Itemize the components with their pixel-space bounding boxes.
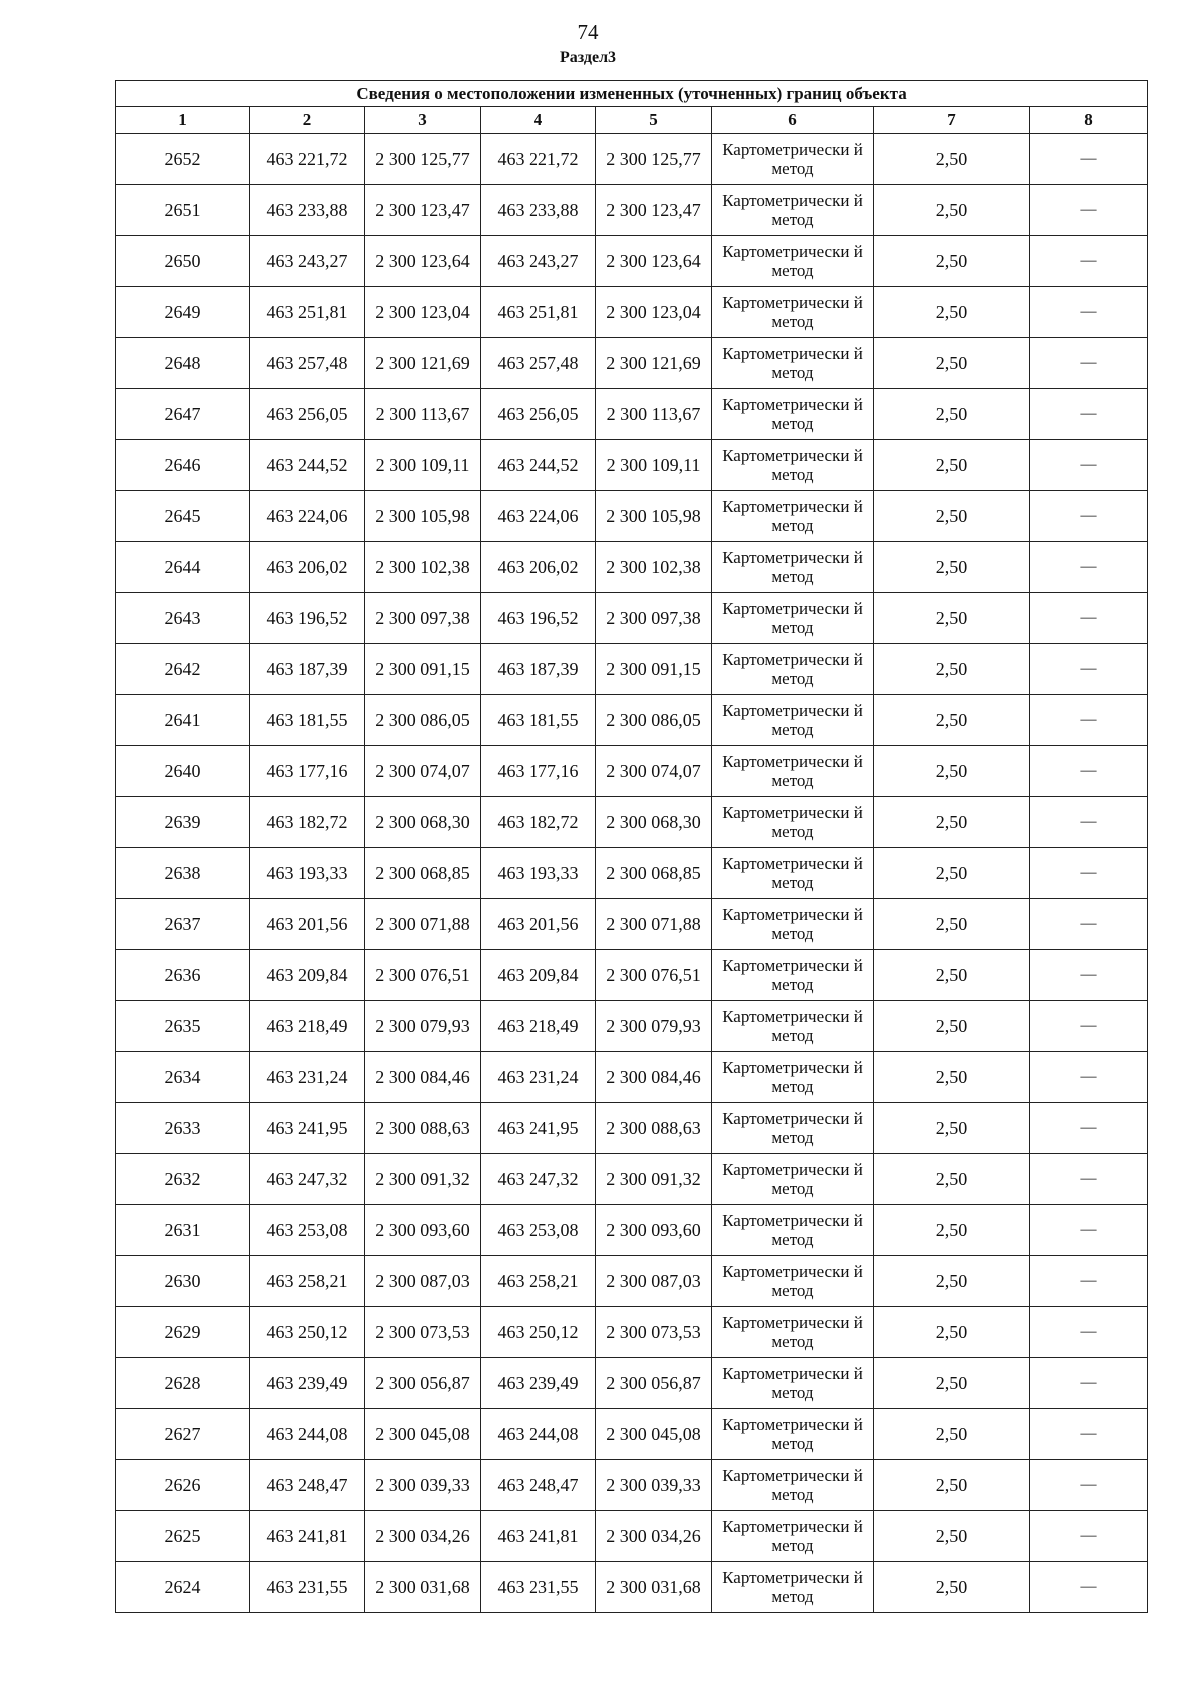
y-coordinate: 2 300 039,33: [365, 1460, 481, 1511]
x-coordinate: 463 209,84: [250, 950, 365, 1001]
x-coordinate-new: 463 209,84: [481, 950, 596, 1001]
accuracy-cell: 2,50: [874, 287, 1030, 338]
y-coordinate: 2 300 074,07: [365, 746, 481, 797]
x-coordinate-new: 463 244,08: [481, 1409, 596, 1460]
x-coordinate-new: 463 231,55: [481, 1562, 596, 1613]
table-row: [116, 1511, 1148, 1562]
y-coordinate-new: 2 300 125,77: [596, 134, 712, 185]
y-coordinate: 2 300 091,15: [365, 644, 481, 695]
x-coordinate-new: 463 193,33: [481, 848, 596, 899]
y-coordinate: 2 300 045,08: [365, 1409, 481, 1460]
x-coordinate-new: 463 181,55: [481, 695, 596, 746]
method-cell: Картометрически й метод: [712, 1358, 874, 1409]
x-coordinate: 463 243,27: [250, 236, 365, 287]
accuracy-cell: 2,50: [874, 1205, 1030, 1256]
description-cell: —: [1030, 848, 1148, 899]
point-number: 2647: [116, 389, 250, 440]
point-number: 2645: [116, 491, 250, 542]
point-number: 2629: [116, 1307, 250, 1358]
x-coordinate: 463 241,81: [250, 1511, 365, 1562]
description-cell: —: [1030, 1358, 1148, 1409]
x-coordinate: 463 239,49: [250, 1358, 365, 1409]
table-row: [116, 338, 1148, 389]
y-coordinate-new: 2 300 091,15: [596, 644, 712, 695]
point-number: 2639: [116, 797, 250, 848]
description-cell: —: [1030, 542, 1148, 593]
method-cell: Картометрически й метод: [712, 593, 874, 644]
table-row: [116, 797, 1148, 848]
method-cell: Картометрически й метод: [712, 440, 874, 491]
description-cell: —: [1030, 134, 1148, 185]
table-row: [116, 950, 1148, 1001]
point-number: 2635: [116, 1001, 250, 1052]
method-cell: Картометрически й метод: [712, 1307, 874, 1358]
method-cell: Картометрически й метод: [712, 185, 874, 236]
y-coordinate-new: 2 300 109,11: [596, 440, 712, 491]
y-coordinate-new: 2 300 088,63: [596, 1103, 712, 1154]
table-row: [116, 1154, 1148, 1205]
section-title: Раздел3: [559, 49, 617, 66]
table-row: [116, 1103, 1148, 1154]
accuracy-cell: 2,50: [874, 899, 1030, 950]
point-number: 2650: [116, 236, 250, 287]
x-coordinate-new: 463 177,16: [481, 746, 596, 797]
point-number: 2633: [116, 1103, 250, 1154]
method-cell: Картометрически й метод: [712, 338, 874, 389]
x-coordinate: 463 253,08: [250, 1205, 365, 1256]
y-coordinate: 2 300 109,11: [365, 440, 481, 491]
description-cell: —: [1030, 185, 1148, 236]
y-coordinate-new: 2 300 097,38: [596, 593, 712, 644]
y-coordinate: 2 300 102,38: [365, 542, 481, 593]
description-cell: —: [1030, 1511, 1148, 1562]
table-row: [116, 1358, 1148, 1409]
y-coordinate-new: 2 300 073,53: [596, 1307, 712, 1358]
description-cell: —: [1030, 1154, 1148, 1205]
method-cell: Картометрически й метод: [712, 1460, 874, 1511]
accuracy-cell: 2,50: [874, 1511, 1030, 1562]
point-number: 2637: [116, 899, 250, 950]
accuracy-cell: 2,50: [874, 134, 1030, 185]
accuracy-cell: 2,50: [874, 1154, 1030, 1205]
method-cell: Картометрически й метод: [712, 1256, 874, 1307]
description-cell: —: [1030, 287, 1148, 338]
table-row: [116, 746, 1148, 797]
y-coordinate-new: 2 300 123,47: [596, 185, 712, 236]
accuracy-cell: 2,50: [874, 440, 1030, 491]
accuracy-cell: 2,50: [874, 695, 1030, 746]
method-cell: Картометрически й метод: [712, 389, 874, 440]
point-number: 2646: [116, 440, 250, 491]
method-cell: Картометрически й метод: [712, 1511, 874, 1562]
x-coordinate: 463 248,47: [250, 1460, 365, 1511]
x-coordinate-new: 463 253,08: [481, 1205, 596, 1256]
description-cell: —: [1030, 440, 1148, 491]
table-row: [116, 236, 1148, 287]
y-coordinate: 2 300 086,05: [365, 695, 481, 746]
accuracy-cell: 2,50: [874, 1562, 1030, 1613]
description-cell: —: [1030, 695, 1148, 746]
accuracy-cell: 2,50: [874, 1103, 1030, 1154]
x-coordinate-new: 463 231,24: [481, 1052, 596, 1103]
y-coordinate: 2 300 031,68: [365, 1562, 481, 1613]
description-cell: —: [1030, 644, 1148, 695]
description-cell: —: [1030, 1409, 1148, 1460]
accuracy-cell: 2,50: [874, 593, 1030, 644]
column-header-6: 6: [712, 107, 874, 134]
y-coordinate: 2 300 071,88: [365, 899, 481, 950]
accuracy-cell: 2,50: [874, 848, 1030, 899]
table-row: [116, 185, 1148, 236]
x-coordinate-new: 463 241,81: [481, 1511, 596, 1562]
y-coordinate: 2 300 088,63: [365, 1103, 481, 1154]
description-cell: —: [1030, 746, 1148, 797]
x-coordinate-new: 463 244,52: [481, 440, 596, 491]
accuracy-cell: 2,50: [874, 1052, 1030, 1103]
point-number: 2641: [116, 695, 250, 746]
x-coordinate: 463 221,72: [250, 134, 365, 185]
x-coordinate-new: 463 206,02: [481, 542, 596, 593]
y-coordinate: 2 300 125,77: [365, 134, 481, 185]
x-coordinate-new: 463 224,06: [481, 491, 596, 542]
description-cell: —: [1030, 899, 1148, 950]
y-coordinate-new: 2 300 113,67: [596, 389, 712, 440]
table-body: [116, 134, 1148, 1613]
x-coordinate-new: 463 241,95: [481, 1103, 596, 1154]
x-coordinate: 463 196,52: [250, 593, 365, 644]
point-number: 2652: [116, 134, 250, 185]
x-coordinate: 463 233,88: [250, 185, 365, 236]
method-cell: Картометрически й метод: [712, 644, 874, 695]
point-number: 2628: [116, 1358, 250, 1409]
accuracy-cell: 2,50: [874, 1001, 1030, 1052]
accuracy-cell: 2,50: [874, 491, 1030, 542]
y-coordinate: 2 300 091,32: [365, 1154, 481, 1205]
description-cell: —: [1030, 338, 1148, 389]
point-number: 2630: [116, 1256, 250, 1307]
method-cell: Картометрически й метод: [712, 134, 874, 185]
table-row: [116, 1562, 1148, 1613]
y-coordinate-new: 2 300 031,68: [596, 1562, 712, 1613]
y-coordinate: 2 300 113,67: [365, 389, 481, 440]
accuracy-cell: 2,50: [874, 797, 1030, 848]
table-row: [116, 1409, 1148, 1460]
x-coordinate-new: 463 258,21: [481, 1256, 596, 1307]
description-cell: —: [1030, 950, 1148, 1001]
method-cell: Картометрически й метод: [712, 1409, 874, 1460]
x-coordinate: 463 256,05: [250, 389, 365, 440]
method-cell: Картометрически й метод: [712, 1154, 874, 1205]
description-cell: —: [1030, 389, 1148, 440]
accuracy-cell: 2,50: [874, 1358, 1030, 1409]
accuracy-cell: 2,50: [874, 1307, 1030, 1358]
point-number: 2651: [116, 185, 250, 236]
y-coordinate: 2 300 123,04: [365, 287, 481, 338]
x-coordinate: 463 257,48: [250, 338, 365, 389]
description-cell: —: [1030, 1205, 1148, 1256]
coordinates-table: [115, 80, 1148, 1613]
table-row: [116, 1205, 1148, 1256]
x-coordinate-new: 463 248,47: [481, 1460, 596, 1511]
description-cell: —: [1030, 236, 1148, 287]
x-coordinate: 463 206,02: [250, 542, 365, 593]
x-coordinate-new: 463 243,27: [481, 236, 596, 287]
table-row: [116, 644, 1148, 695]
column-header-4: 4: [481, 107, 596, 134]
y-coordinate-new: 2 300 074,07: [596, 746, 712, 797]
table-row: [116, 1256, 1148, 1307]
point-number: 2644: [116, 542, 250, 593]
x-coordinate: 463 251,81: [250, 287, 365, 338]
y-coordinate: 2 300 123,64: [365, 236, 481, 287]
table-row: [116, 695, 1148, 746]
y-coordinate: 2 300 034,26: [365, 1511, 481, 1562]
column-header-8: 8: [1030, 107, 1148, 134]
y-coordinate-new: 2 300 039,33: [596, 1460, 712, 1511]
point-number: 2625: [116, 1511, 250, 1562]
y-coordinate-new: 2 300 121,69: [596, 338, 712, 389]
x-coordinate-new: 463 251,81: [481, 287, 596, 338]
table-row: [116, 1307, 1148, 1358]
point-number: 2632: [116, 1154, 250, 1205]
point-number: 2643: [116, 593, 250, 644]
accuracy-cell: 2,50: [874, 950, 1030, 1001]
x-coordinate: 463 187,39: [250, 644, 365, 695]
table-row: [116, 1001, 1148, 1052]
x-coordinate-new: 463 218,49: [481, 1001, 596, 1052]
description-cell: —: [1030, 491, 1148, 542]
point-number: 2638: [116, 848, 250, 899]
x-coordinate: 463 241,95: [250, 1103, 365, 1154]
method-cell: Картометрически й метод: [712, 1103, 874, 1154]
description-cell: —: [1030, 1256, 1148, 1307]
accuracy-cell: 2,50: [874, 389, 1030, 440]
y-coordinate-new: 2 300 071,88: [596, 899, 712, 950]
accuracy-cell: 2,50: [874, 338, 1030, 389]
method-cell: Картометрически й метод: [712, 1562, 874, 1613]
x-coordinate-new: 463 221,72: [481, 134, 596, 185]
x-coordinate: 463 177,16: [250, 746, 365, 797]
point-number: 2636: [116, 950, 250, 1001]
table-row: [116, 1052, 1148, 1103]
y-coordinate-new: 2 300 123,04: [596, 287, 712, 338]
x-coordinate: 463 244,08: [250, 1409, 365, 1460]
y-coordinate-new: 2 300 084,46: [596, 1052, 712, 1103]
y-coordinate: 2 300 084,46: [365, 1052, 481, 1103]
accuracy-cell: 2,50: [874, 542, 1030, 593]
x-coordinate-new: 463 257,48: [481, 338, 596, 389]
method-cell: Картометрически й метод: [712, 542, 874, 593]
y-coordinate-new: 2 300 076,51: [596, 950, 712, 1001]
y-coordinate-new: 2 300 102,38: [596, 542, 712, 593]
table-row: [116, 440, 1148, 491]
description-cell: —: [1030, 1307, 1148, 1358]
table-row: [116, 491, 1148, 542]
x-coordinate: 463 231,24: [250, 1052, 365, 1103]
description-cell: —: [1030, 1562, 1148, 1613]
point-number: 2642: [116, 644, 250, 695]
method-cell: Картометрически й метод: [712, 899, 874, 950]
table-caption-row: [116, 81, 1148, 107]
method-cell: Картометрически й метод: [712, 797, 874, 848]
x-coordinate: 463 218,49: [250, 1001, 365, 1052]
table-row: [116, 134, 1148, 185]
y-coordinate: 2 300 068,30: [365, 797, 481, 848]
x-coordinate: 463 258,21: [250, 1256, 365, 1307]
x-coordinate-new: 463 182,72: [481, 797, 596, 848]
x-coordinate: 463 247,32: [250, 1154, 365, 1205]
y-coordinate-new: 2 300 045,08: [596, 1409, 712, 1460]
x-coordinate: 463 181,55: [250, 695, 365, 746]
y-coordinate: 2 300 123,47: [365, 185, 481, 236]
method-cell: Картометрически й метод: [712, 1052, 874, 1103]
y-coordinate-new: 2 300 086,05: [596, 695, 712, 746]
point-number: 2627: [116, 1409, 250, 1460]
accuracy-cell: 2,50: [874, 1409, 1030, 1460]
description-cell: —: [1030, 797, 1148, 848]
point-number: 2626: [116, 1460, 250, 1511]
method-cell: Картометрически й метод: [712, 848, 874, 899]
y-coordinate-new: 2 300 093,60: [596, 1205, 712, 1256]
method-cell: Картометрически й метод: [712, 695, 874, 746]
page-number: 74: [577, 20, 599, 44]
method-cell: Картометрически й метод: [712, 491, 874, 542]
y-coordinate: 2 300 068,85: [365, 848, 481, 899]
x-coordinate: 463 201,56: [250, 899, 365, 950]
y-coordinate-new: 2 300 091,32: [596, 1154, 712, 1205]
y-coordinate: 2 300 079,93: [365, 1001, 481, 1052]
accuracy-cell: 2,50: [874, 1460, 1030, 1511]
x-coordinate-new: 463 233,88: [481, 185, 596, 236]
x-coordinate-new: 463 250,12: [481, 1307, 596, 1358]
y-coordinate: 2 300 121,69: [365, 338, 481, 389]
accuracy-cell: 2,50: [874, 746, 1030, 797]
table-row: [116, 287, 1148, 338]
table-row: [116, 593, 1148, 644]
table-row: [116, 899, 1148, 950]
method-cell: Картометрически й метод: [712, 287, 874, 338]
y-coordinate-new: 2 300 034,26: [596, 1511, 712, 1562]
x-coordinate: 463 224,06: [250, 491, 365, 542]
x-coordinate-new: 463 256,05: [481, 389, 596, 440]
x-coordinate: 463 193,33: [250, 848, 365, 899]
point-number: 2648: [116, 338, 250, 389]
y-coordinate-new: 2 300 056,87: [596, 1358, 712, 1409]
point-number: 2640: [116, 746, 250, 797]
y-coordinate: 2 300 073,53: [365, 1307, 481, 1358]
y-coordinate: 2 300 056,87: [365, 1358, 481, 1409]
y-coordinate: 2 300 097,38: [365, 593, 481, 644]
y-coordinate-new: 2 300 087,03: [596, 1256, 712, 1307]
table-header-row: [116, 107, 1148, 134]
column-header-5: 5: [596, 107, 712, 134]
description-cell: —: [1030, 1052, 1148, 1103]
column-header-3: 3: [365, 107, 481, 134]
column-header-2: 2: [250, 107, 365, 134]
method-cell: Картометрически й метод: [712, 1205, 874, 1256]
point-number: 2631: [116, 1205, 250, 1256]
table-row: [116, 542, 1148, 593]
point-number: 2634: [116, 1052, 250, 1103]
accuracy-cell: 2,50: [874, 236, 1030, 287]
x-coordinate-new: 463 201,56: [481, 899, 596, 950]
x-coordinate-new: 463 196,52: [481, 593, 596, 644]
description-cell: —: [1030, 1103, 1148, 1154]
accuracy-cell: 2,50: [874, 185, 1030, 236]
description-cell: —: [1030, 593, 1148, 644]
y-coordinate-new: 2 300 068,30: [596, 797, 712, 848]
accuracy-cell: 2,50: [874, 644, 1030, 695]
y-coordinate-new: 2 300 068,85: [596, 848, 712, 899]
x-coordinate: 463 250,12: [250, 1307, 365, 1358]
method-cell: Картометрически й метод: [712, 1001, 874, 1052]
x-coordinate: 463 244,52: [250, 440, 365, 491]
point-number: 2624: [116, 1562, 250, 1613]
y-coordinate-new: 2 300 079,93: [596, 1001, 712, 1052]
method-cell: Картометрически й метод: [712, 950, 874, 1001]
accuracy-cell: 2,50: [874, 1256, 1030, 1307]
column-header-1: 1: [116, 107, 250, 134]
point-number: 2649: [116, 287, 250, 338]
description-cell: —: [1030, 1001, 1148, 1052]
y-coordinate: 2 300 087,03: [365, 1256, 481, 1307]
table-row: [116, 389, 1148, 440]
y-coordinate-new: 2 300 123,64: [596, 236, 712, 287]
y-coordinate: 2 300 105,98: [365, 491, 481, 542]
table-row: [116, 1460, 1148, 1511]
x-coordinate-new: 463 187,39: [481, 644, 596, 695]
y-coordinate: 2 300 093,60: [365, 1205, 481, 1256]
method-cell: Картометрически й метод: [712, 236, 874, 287]
x-coordinate-new: 463 247,32: [481, 1154, 596, 1205]
y-coordinate-new: 2 300 105,98: [596, 491, 712, 542]
description-cell: —: [1030, 1460, 1148, 1511]
table-row: [116, 848, 1148, 899]
x-coordinate: 463 231,55: [250, 1562, 365, 1613]
x-coordinate-new: 463 239,49: [481, 1358, 596, 1409]
table-caption: Сведения о местоположении измененных (уточненных) границ объекта: [116, 81, 1148, 107]
y-coordinate: 2 300 076,51: [365, 950, 481, 1001]
column-header-7: 7: [874, 107, 1030, 134]
method-cell: Картометрически й метод: [712, 746, 874, 797]
x-coordinate: 463 182,72: [250, 797, 365, 848]
